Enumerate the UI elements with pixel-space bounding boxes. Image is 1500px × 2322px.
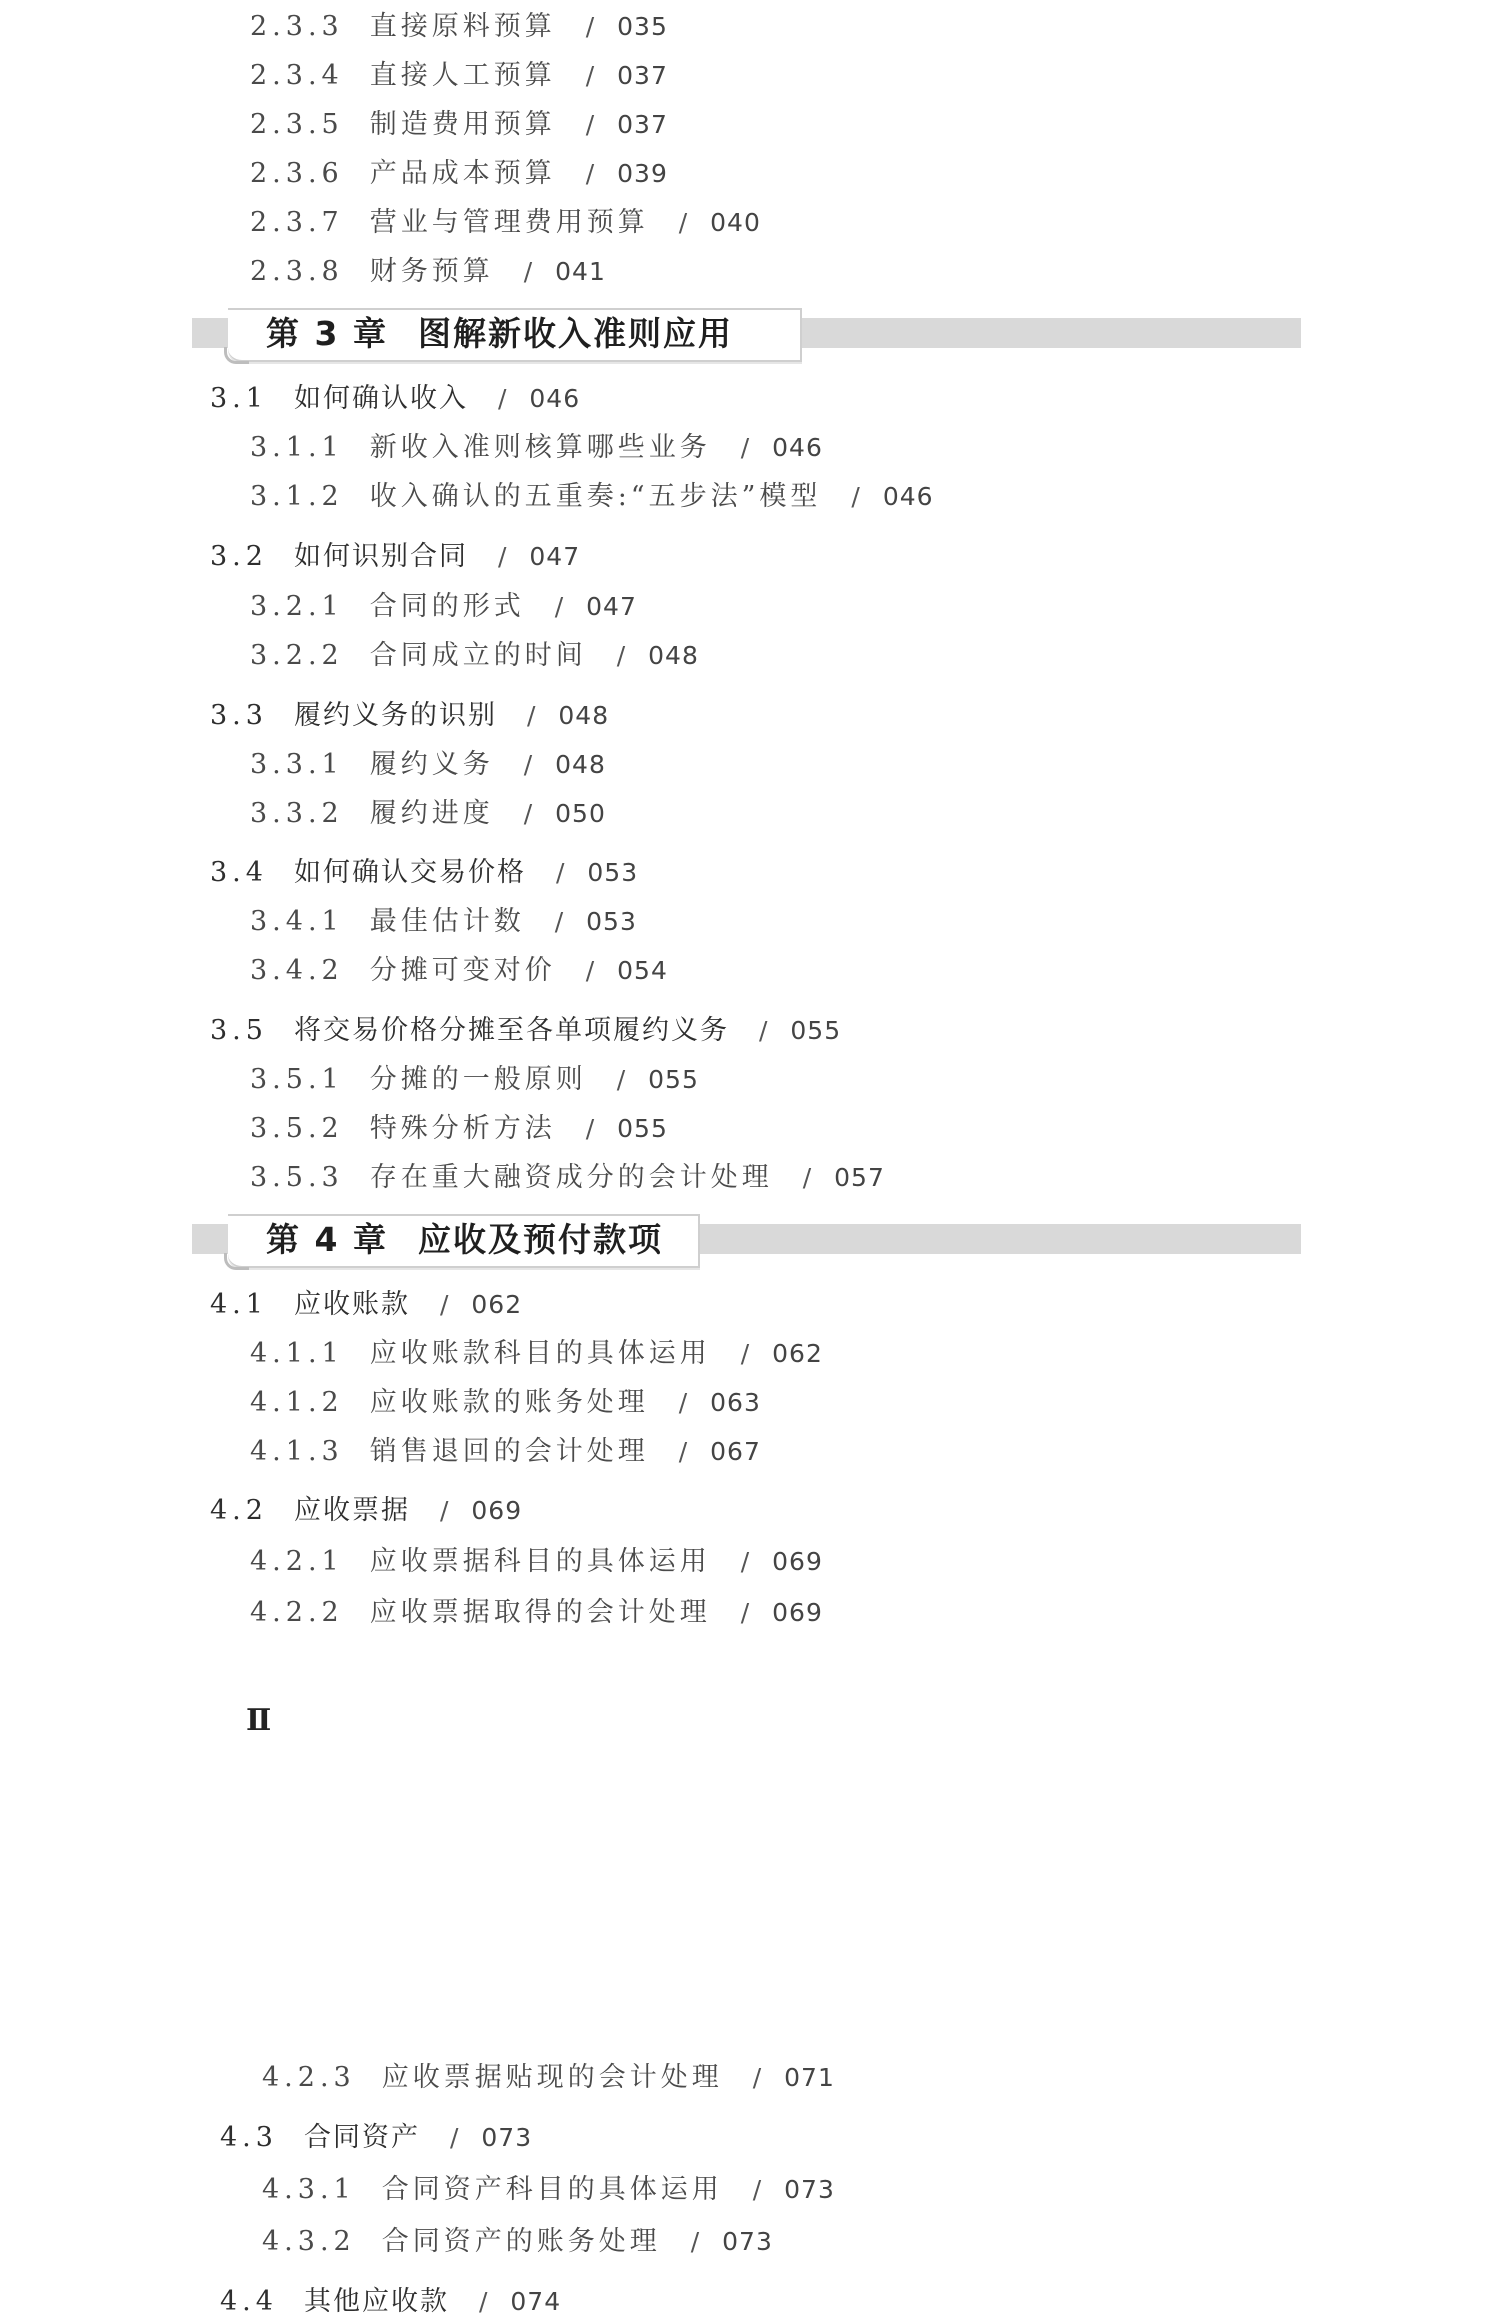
toc-title: 特殊分析方法 bbox=[369, 1113, 556, 1144]
toc-number: 3.4.1 bbox=[250, 906, 344, 937]
toc-separator: / bbox=[497, 384, 508, 413]
toc-title: 如何确认交易价格 bbox=[293, 857, 526, 888]
chapter-title: 应收及预付款项 bbox=[417, 1220, 663, 1259]
toc-title: 履约义务的识别 bbox=[293, 700, 497, 731]
toc-number: 4.2 bbox=[210, 1495, 268, 1526]
toc-number: 3.2.2 bbox=[250, 640, 344, 671]
toc-page: 050 bbox=[555, 799, 606, 828]
toc-separator: / bbox=[478, 2287, 489, 2316]
toc-title: 营业与管理费用预算 bbox=[369, 207, 649, 238]
toc-page: 074 bbox=[510, 2287, 562, 2316]
toc-title: 财务预算 bbox=[369, 256, 494, 287]
toc-number: 4.1.1 bbox=[250, 1338, 344, 1369]
toc-separator: / bbox=[758, 1016, 769, 1045]
toc-separator: / bbox=[523, 750, 534, 779]
toc-separator: / bbox=[585, 159, 596, 188]
toc-entry bbox=[250, 590, 637, 624]
toc-title: 应收票据 bbox=[293, 1495, 410, 1526]
toc-title: 如何确认收入 bbox=[293, 383, 468, 414]
toc-entry bbox=[250, 1545, 823, 1579]
toc-title: 产品成本预算 bbox=[369, 158, 556, 189]
chapter-4-header bbox=[228, 1214, 700, 1268]
toc-section-entry bbox=[210, 1288, 522, 1322]
toc-page: 040 bbox=[710, 208, 761, 237]
chapter-3-header bbox=[228, 308, 802, 362]
toc-number: 2.3.4 bbox=[250, 60, 344, 91]
toc-separator: / bbox=[616, 641, 627, 670]
toc-separator: / bbox=[554, 907, 565, 936]
toc-separator: / bbox=[690, 2227, 701, 2256]
toc-entry bbox=[250, 1435, 761, 1469]
toc-entry bbox=[250, 480, 934, 514]
toc-section-entry bbox=[220, 2285, 561, 2319]
toc-number: 3.4 bbox=[210, 857, 268, 888]
toc-section-entry bbox=[210, 382, 580, 416]
toc-entry bbox=[250, 797, 606, 831]
toc-entry bbox=[250, 59, 668, 93]
chapter-3-title bbox=[266, 314, 733, 354]
toc-entry bbox=[250, 1063, 699, 1097]
toc-number: 3.2.1 bbox=[250, 591, 344, 622]
toc-section-entry bbox=[210, 1494, 522, 1528]
toc-separator: / bbox=[851, 482, 861, 511]
toc-number: 4.2.2 bbox=[250, 1597, 344, 1628]
toc-separator: / bbox=[678, 1388, 689, 1417]
toc-section-entry bbox=[210, 699, 609, 733]
chapter-4-title bbox=[266, 1220, 663, 1260]
toc-separator: / bbox=[585, 61, 596, 90]
toc-number: 3.1.2 bbox=[250, 481, 344, 512]
toc-number: 2.3.3 bbox=[250, 11, 344, 42]
toc-section-entry bbox=[220, 2121, 532, 2155]
toc-title: 合同成立的时间 bbox=[369, 640, 587, 671]
toc-page: 053 bbox=[586, 907, 637, 936]
toc-entry bbox=[250, 639, 699, 673]
toc-separator: / bbox=[585, 110, 596, 139]
toc-separator: / bbox=[616, 1065, 627, 1094]
toc-page: 062 bbox=[772, 1339, 823, 1368]
toc-page: 048 bbox=[555, 750, 606, 779]
toc-title: 将交易价格分摊至各单项履约义务 bbox=[293, 1015, 729, 1046]
toc-number: 3.2 bbox=[210, 541, 268, 572]
toc-number: 4.3.1 bbox=[262, 2174, 356, 2205]
toc-separator: / bbox=[523, 799, 534, 828]
toc-number: 4.3.2 bbox=[262, 2226, 356, 2257]
toc-page: 047 bbox=[586, 592, 637, 621]
toc-number: 4.2.3 bbox=[262, 2062, 356, 2093]
toc-entry bbox=[262, 2173, 835, 2207]
toc-title: 合同资产 bbox=[303, 2122, 420, 2153]
toc-page: 048 bbox=[648, 641, 699, 670]
toc-number: 4.1 bbox=[210, 1289, 268, 1320]
toc-title: 收入确认的五重奏:“五步法”模型 bbox=[369, 481, 822, 512]
toc-title: 分摊可变对价 bbox=[369, 955, 556, 986]
toc-entry bbox=[262, 2061, 835, 2095]
toc-entry bbox=[250, 1161, 885, 1195]
toc-page: 062 bbox=[471, 1290, 523, 1319]
toc-page: 055 bbox=[617, 1114, 668, 1143]
toc-page: 039 bbox=[617, 159, 668, 188]
toc-title: 履约义务 bbox=[369, 749, 494, 780]
toc-title: 合同资产科目的具体运用 bbox=[381, 2174, 723, 2205]
toc-title: 销售退回的会计处理 bbox=[369, 1436, 649, 1467]
page-curl-decoration bbox=[224, 1253, 249, 1270]
toc-entry bbox=[262, 2225, 773, 2259]
toc-separator: / bbox=[526, 701, 537, 730]
toc-separator: / bbox=[439, 1496, 450, 1525]
toc-page: 037 bbox=[617, 110, 668, 139]
toc-number: 3.1.1 bbox=[250, 432, 344, 463]
toc-page: 067 bbox=[710, 1437, 761, 1466]
toc-page: 053 bbox=[587, 858, 639, 887]
toc-separator: / bbox=[555, 858, 566, 887]
toc-entry bbox=[250, 108, 668, 142]
toc-number: 2.3.6 bbox=[250, 158, 344, 189]
toc-page: 071 bbox=[784, 2063, 835, 2092]
toc-section-entry bbox=[210, 540, 580, 574]
toc-separator: / bbox=[585, 1114, 596, 1143]
toc-title: 分摊的一般原则 bbox=[369, 1064, 587, 1095]
toc-page: 046 bbox=[529, 384, 581, 413]
toc-separator: / bbox=[449, 2123, 460, 2152]
toc-number: 4.2.1 bbox=[250, 1546, 344, 1577]
toc-title: 应收票据科目的具体运用 bbox=[369, 1546, 711, 1577]
toc-number: 2.3.8 bbox=[250, 256, 344, 287]
toc-title: 直接原料预算 bbox=[369, 11, 556, 42]
toc-page: 073 bbox=[481, 2123, 533, 2152]
toc-page: 041 bbox=[555, 257, 606, 286]
toc-separator: / bbox=[523, 257, 534, 286]
toc-separator: / bbox=[585, 956, 596, 985]
toc-entry bbox=[250, 10, 668, 44]
toc-entry bbox=[250, 748, 606, 782]
toc-entry bbox=[250, 1596, 823, 1630]
toc-page: 035 bbox=[617, 12, 668, 41]
toc-number: 3.3 bbox=[210, 700, 268, 731]
chapter-title: 图解新收入准则应用 bbox=[417, 314, 733, 353]
toc-page: 055 bbox=[790, 1016, 842, 1045]
toc-section-entry bbox=[210, 856, 638, 890]
toc-entry bbox=[250, 1337, 823, 1371]
toc-title: 应收票据取得的会计处理 bbox=[369, 1597, 711, 1628]
toc-number: 4.1.3 bbox=[250, 1436, 344, 1467]
toc-title: 合同的形式 bbox=[369, 591, 525, 622]
toc-page: 046 bbox=[882, 482, 934, 511]
toc-page: 057 bbox=[834, 1163, 885, 1192]
toc-separator: / bbox=[678, 208, 689, 237]
toc-page: 048 bbox=[558, 701, 610, 730]
page-number-marker: Ⅱ bbox=[246, 1703, 270, 1738]
toc-page: 069 bbox=[772, 1547, 823, 1576]
toc-title: 应收票据贴现的会计处理 bbox=[381, 2062, 723, 2093]
toc-number: 4.4 bbox=[220, 2286, 278, 2317]
toc-title: 应收账款的账务处理 bbox=[369, 1387, 649, 1418]
toc-entry bbox=[250, 954, 668, 988]
toc-separator: / bbox=[740, 1339, 751, 1368]
toc-number: 3.3.1 bbox=[250, 749, 344, 780]
toc-separator: / bbox=[740, 433, 751, 462]
toc-number: 3.4.2 bbox=[250, 955, 344, 986]
toc-number: 3.5 bbox=[210, 1015, 268, 1046]
toc-separator: / bbox=[740, 1598, 751, 1627]
toc-title: 应收账款科目的具体运用 bbox=[369, 1338, 711, 1369]
toc-number: 4.3 bbox=[220, 2122, 278, 2153]
toc-separator: / bbox=[740, 1547, 751, 1576]
toc-separator: / bbox=[439, 1290, 450, 1319]
toc-title: 如何识别合同 bbox=[293, 541, 468, 572]
toc-separator: / bbox=[554, 592, 565, 621]
toc-number: 3.5.3 bbox=[250, 1162, 344, 1193]
toc-title: 直接人工预算 bbox=[369, 60, 556, 91]
toc-page: 069 bbox=[772, 1598, 823, 1627]
toc-title: 新收入准则核算哪些业务 bbox=[369, 432, 711, 463]
toc-entry bbox=[250, 206, 761, 240]
toc-separator: / bbox=[752, 2175, 763, 2204]
toc-title: 存在重大融资成分的会计处理 bbox=[369, 1162, 773, 1193]
toc-number: 4.1.2 bbox=[250, 1387, 344, 1418]
toc-separator: / bbox=[678, 1437, 689, 1466]
toc-title: 合同资产的账务处理 bbox=[381, 2226, 661, 2257]
toc-number: 2.3.5 bbox=[250, 109, 344, 140]
toc-entry bbox=[250, 1386, 761, 1420]
toc-title: 制造费用预算 bbox=[369, 109, 556, 140]
toc-entry bbox=[250, 905, 637, 939]
chapter-label: 第 4 章 bbox=[266, 1220, 388, 1259]
toc-title: 其他应收款 bbox=[303, 2286, 449, 2317]
toc-page: 055 bbox=[648, 1065, 699, 1094]
toc-number: 3.5.1 bbox=[250, 1064, 344, 1095]
toc-section-entry bbox=[210, 1014, 841, 1048]
toc-separator: / bbox=[752, 2063, 763, 2092]
toc-entry bbox=[250, 431, 823, 465]
toc-separator: / bbox=[497, 542, 508, 571]
toc-page: 046 bbox=[772, 433, 823, 462]
toc-entry bbox=[250, 157, 668, 191]
toc-page: 047 bbox=[529, 542, 581, 571]
chapter-label: 第 3 章 bbox=[266, 314, 388, 353]
toc-title: 履约进度 bbox=[369, 798, 494, 829]
toc-page: 073 bbox=[784, 2175, 835, 2204]
toc-page: 054 bbox=[617, 956, 668, 985]
toc-title: 应收账款 bbox=[293, 1289, 410, 1320]
toc-separator: / bbox=[802, 1163, 813, 1192]
toc-number: 3.5.2 bbox=[250, 1113, 344, 1144]
toc-number: 2.3.7 bbox=[250, 207, 344, 238]
toc-number: 3.1 bbox=[210, 383, 268, 414]
toc-entry bbox=[250, 255, 606, 289]
toc-page: 073 bbox=[722, 2227, 773, 2256]
toc-page: 069 bbox=[471, 1496, 523, 1525]
toc-number: 3.3.2 bbox=[250, 798, 344, 829]
toc-page: 063 bbox=[710, 1388, 761, 1417]
page-curl-decoration bbox=[224, 347, 249, 364]
toc-separator: / bbox=[585, 12, 596, 41]
toc-entry bbox=[250, 1112, 668, 1146]
toc-title: 最佳估计数 bbox=[369, 906, 525, 937]
toc-page: 037 bbox=[617, 61, 668, 90]
